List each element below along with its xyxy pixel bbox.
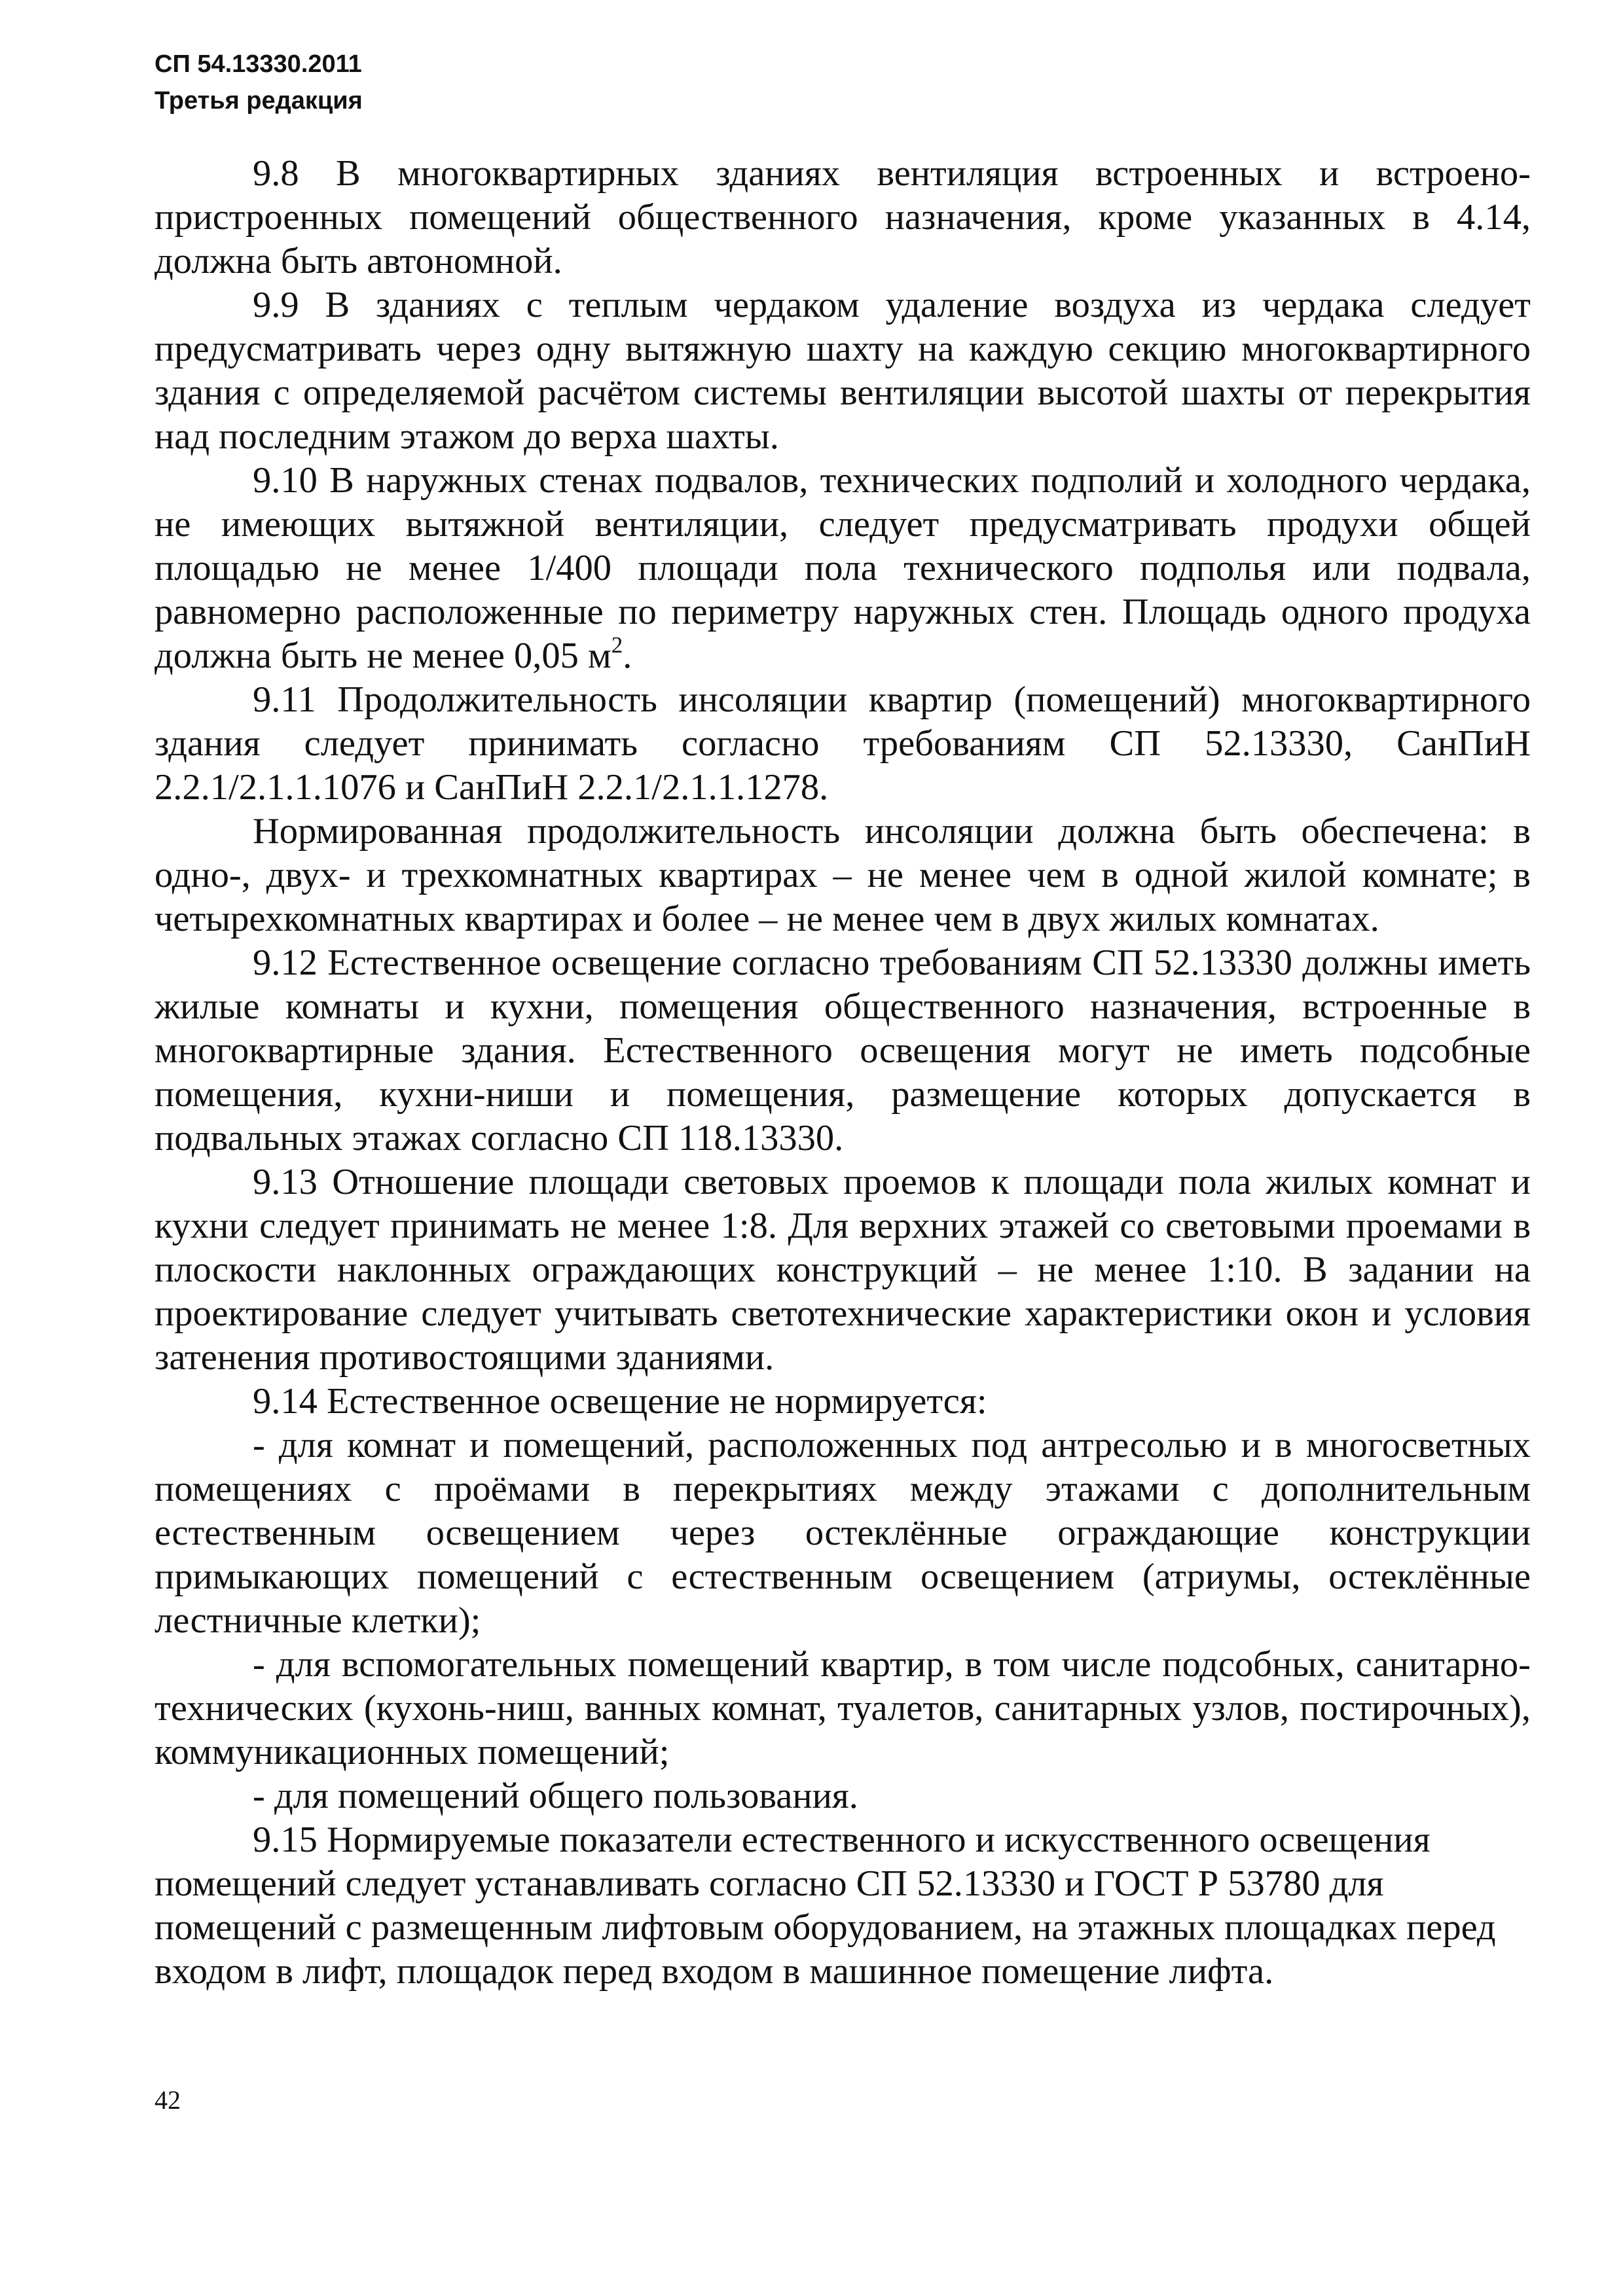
paragraph-insolation-norm: Нормированная продолжительность инсоляции должна быть обеспечена: в одно-, двух- и трехкомнатных квартирах – не менее чем в одной жилой комнате; в четырехкомнатных квартирах и более – не менее чем в двух жилых комнатах.	[155, 811, 1531, 939]
paragraph-9-8: 9.8 В многоквартирных зданиях вентиляция встроенных и встроено-пристроенных помещений общественного назначения, кроме указанных в 4.14, должна быть автономной.	[155, 153, 1531, 281]
paragraph-9-11: 9.11 Продолжительность инсоляции квартир (помещений) многоквартирного здания следует принимать согласно требованиям СП 52.13330, СанПиН 2.2.1/2.1.1.1076 и СанПиН 2.2.1/2.1.1.1278.	[155, 679, 1531, 808]
list-item-auxiliary-rooms: - для вспомогательных помещений квартир, в том числе подсобных, санитарно-технических (кухонь-ниш, ванных комнат, туалетов, санитарных узлов, постирочных), коммуникационных помещений;	[155, 1644, 1531, 1772]
paragraph-9-10-text: 9.10 В наружных стенах подвалов, технических подполий и холодного чердака, не имеющих вытяжной вентиляции, следует предусматривать продухи общей площадью не менее 1/400 площади пола технического подполья или подвала, равномерно расположенные по периметру наружных стен. Площадь одного продуха должна быть не менее 0,05 м	[155, 460, 1531, 676]
body-text	[155, 152, 1531, 1994]
paragraph-9-15: 9.15 Нормируемые показатели естественного и искусственного освещения помещений следует устанавливать согласно СП 52.13330 и ГОСТ Р 53780 для помещений с размещенным лифтовым оборудованием, на этажных площадках перед входом в лифт, площадок перед входом в машинное помещение лифта.	[155, 1820, 1496, 1992]
paragraph-9-9: 9.9 В зданиях с теплым чердаком удаление воздуха из чердака следует предусматривать через одну вытяжную шахту на каждую секцию многоквартирного здания с определяемой расчётом системы вентиляции высотой шахты от перекрытия над последним этажом до верха шахты.	[155, 285, 1531, 457]
running-header	[155, 46, 363, 119]
paragraph-9-10-tail: .	[623, 636, 632, 676]
paragraph-9-10	[155, 459, 1531, 678]
edition-label: Третья редакция	[155, 87, 363, 115]
paragraph-9-13: 9.13 Отношение площади световых проемов к площади пола жилых комнат и кухни следует принимать не менее 1:8. Для верхних этажей со световыми проемами в плоскости наклонных ограждающих конструкций – не менее 1:10. В задании на проектирование следует учитывать светотехнические характеристики окон и условия затенения противостоящими зданиями.	[155, 1162, 1531, 1378]
page-number: 42	[155, 2085, 181, 2115]
list-item-mezzanine-rooms: - для комнат и помещений, расположенных под антресолью и в многосветных помещениях с проёмами в перекрытиях между этажами с дополнительным естественным освещением через остеклённые ограждающие конструкции примыкающих помещений с естественным освещением (атриумы, остеклённые лестничные клетки);	[155, 1425, 1531, 1641]
square-meter-superscript: 2	[611, 632, 623, 658]
list-item-common-rooms: - для помещений общего пользования.	[253, 1776, 858, 1816]
paragraph-9-14: 9.14 Естественное освещение не нормируется:	[253, 1381, 987, 1422]
paragraph-9-12: 9.12 Естественное освещение согласно требованиям СП 52.13330 должны иметь жилые комнаты и кухни, помещения общественного назначения, встроенные в многоквартирные здания. Естественного освещения могут не иметь подсобные помещения, кухни-ниши и помещения, размещение которых допускается в подвальных этажах согласно СП 118.13330.	[155, 942, 1531, 1158]
standard-designation: СП 54.13330.2011	[155, 50, 362, 78]
